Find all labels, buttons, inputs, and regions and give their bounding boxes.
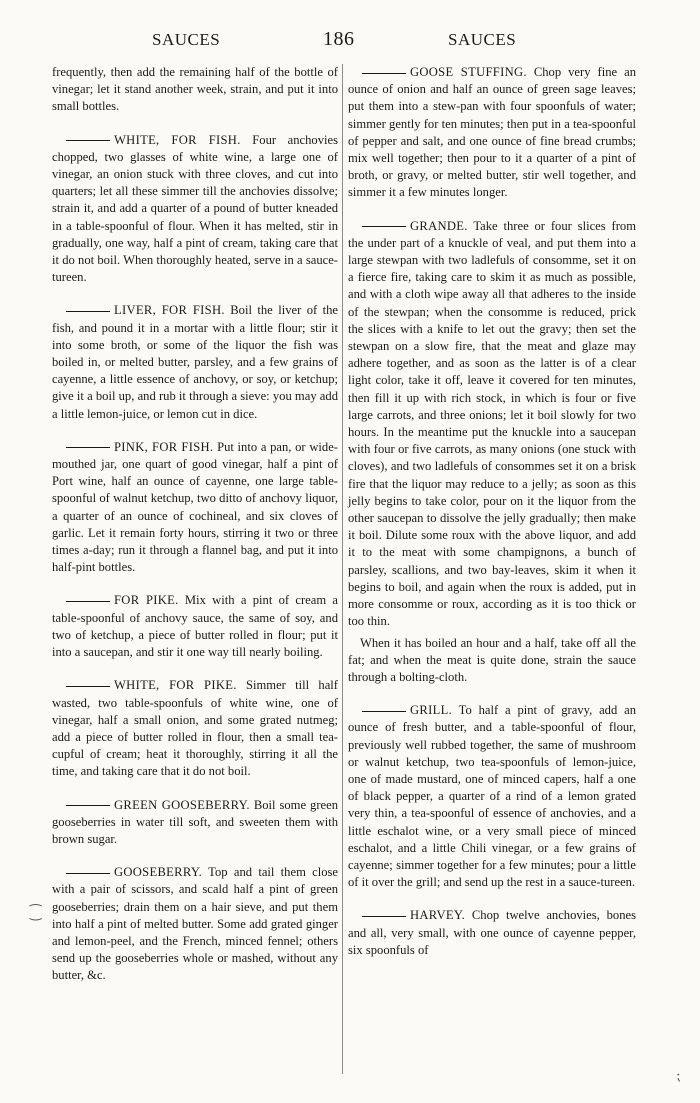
recipe-title: GRANDE. <box>410 218 468 233</box>
recipe-text: Boil the liver of the fish, and pound it in a mortar with a little flour; stir it into some broth, or some of the liquor the fish was boiled in, or melted butter, parsley, and a few grains of cayenne, a little essence of anchovy, or soy, or ketchup; give it a boil up, and rub it through a sieve: you may add a little lemon-juice, or lemon cut in dice. <box>52 303 339 421</box>
recipe-entry <box>52 677 338 780</box>
running-head-left: SAUCES <box>152 30 221 49</box>
title-dash <box>66 686 110 687</box>
recipe-entry <box>52 797 338 849</box>
recipe-entry <box>348 702 636 891</box>
title-dash <box>362 711 406 712</box>
recipe-text-continued: When it has boiled an hour and a half, take off all the fat; and when the meat is quite done, strain the sauce through a bolting-cloth. <box>348 635 636 684</box>
recipe-title: GRILL. <box>410 703 453 718</box>
right-column <box>348 64 636 975</box>
recipe-title: WHITE, FOR PIKE. <box>114 678 237 693</box>
recipe-entry <box>52 592 338 661</box>
recipe-text: Chop twelve anchovies, bones and all, very small, with one ounce of cayenne pepper, six spoonfuls of <box>348 908 636 957</box>
title-dash <box>66 873 110 874</box>
recipe-text: To half a pint of gravy, add an ounce of fresh butter, and a table-spoonful of flour, previously well rubbed together, the same of mushroom or walnut ketchup, two tea-spoonfuls of lemon-juice, one of made mustard, one of minced capers, half a one of black pepper, a quarter of a rind of a lemon grated very thin, a tea-spoonful of essence of anchovies, and a little eschalot wine, or a very small piece of minced eschalot, and a little Chili vinegar, or a few grains of cayenne; simmer together for a few minutes; pour a little of it over the grill; and send up the rest in a sauce-tureen. <box>348 703 636 890</box>
recipe-text: Put into a pan, or wide-mouthed jar, one quart of good vinegar, half a pint of Port wine, half an ounce of cayenne, one large table-spoonful of walnut ketchup, two ditto of anchovy liquor, a quarter of an ounce of cochineal, and six cloves of garlic. Let it remain forty hours, stirring it two or three times a-day; run it through a flannel bag, and put it into half-pint bottles. <box>52 439 338 575</box>
recipe-entry <box>52 439 338 577</box>
recipe-title: GOOSEBERRY. <box>114 865 203 880</box>
recipe-title: LIVER, FOR FISH. <box>114 303 225 318</box>
recipe-entry <box>52 302 338 422</box>
recipe-entry <box>348 64 636 202</box>
recipe-text: Boil some green gooseberries in water till soft, and sweeten them with brown sugar. <box>52 797 338 846</box>
recipe-text: Mix with a pint of cream a table-spoonful of anchovy sauce, the same of soy, and two of ketchup, a piece of butter rolled in flour; put it into a saucepan, and stir it one way till nearly boiling. <box>52 593 338 660</box>
title-dash <box>362 916 406 917</box>
title-dash <box>66 805 110 806</box>
recipe-text: Simmer till half wasted, two table-spoonfuls of white wine, one of vinegar, half a small onion, and some grated nutmeg; add a piece of butter rolled in flour, then a small tea-cupful of cream; heat it thoroughly, stirring it all the time, and taking care that it do not boil. <box>52 678 338 779</box>
recipe-text: frequently, then add the remaining half of the bottle of vinegar; let it stand another week, strain, and put it into small bottles. <box>52 65 338 114</box>
title-dash <box>362 73 406 74</box>
recipe-title: FOR PIKE. <box>114 593 179 608</box>
recipe-title: WHITE, FOR FISH. <box>114 132 241 147</box>
recipe-entry <box>348 218 636 686</box>
recipe-title: PINK, FOR FISH. <box>114 439 214 454</box>
title-dash <box>66 311 110 312</box>
title-dash <box>66 601 110 602</box>
recipe-text: Chop very fine an ounce of onion and half an ounce of green sage leaves; put them into a stew-pan with four spoonfuls of water; simmer gently for ten minutes; then put in a tea-spoonful of pepper and salt, and one ounce of fine bread crumbs; mix well together; then pour to it a quarter of a pint of broth, or gravy, or melted butter, stir well together, and simmer it a few minutes longer. <box>348 65 636 200</box>
recipe-entry <box>52 132 338 287</box>
margin-mark: ⁐ <box>30 906 42 921</box>
title-dash <box>66 140 110 141</box>
margin-mark: ⁏ <box>676 1069 681 1084</box>
running-head-right: SAUCES <box>448 30 517 49</box>
title-dash <box>362 226 406 227</box>
page-header <box>0 30 700 56</box>
recipe-title: GREEN GOOSEBERRY. <box>114 797 250 812</box>
recipe-entry <box>348 907 636 959</box>
title-dash <box>66 447 110 448</box>
left-column <box>52 64 338 1001</box>
page-number: 186 <box>323 28 355 50</box>
recipe-entry <box>52 864 338 984</box>
recipe-continuation <box>52 64 338 116</box>
recipe-title: GOOSE STUFFING. <box>410 65 527 79</box>
recipe-text: Four anchovies chopped, two glasses of white wine, a large one of vinegar, an onion stuck with three cloves, and cut into quarters; let all these simmer till the anchovies dissolve; strain it, and add a quarter of a pound of butter kneaded in a table-spoonful of flour. When it has melted, stir in gradually, one way, half a pint of cream, taking care that it do not boil. When thoroughly heated, serve in a sauce-tureen. <box>52 132 339 285</box>
recipe-text: Top and tail them close with a pair of scissors, and scald half a pint of green gooseberries; drain them on a hair sieve, and put them into half a pint of melted butter. Some add grated ginger and lemon-peel, and the French, minced fennel; others send up the gooseberries whole or mashed, without any butter, &c. <box>52 865 339 983</box>
recipe-text: Take three or four slices from the under part of a knuckle of veal, and put them into a large stewpan with two ladlefuls of consomme, set it on a fierce fire, taking care to skim it as much as possible, and with a cloth wipe away all that adheres to the inside of the stewpan; when the consomme is reduced, prick the slices with a knife to let out the gravy; then set the stewpan on a slow fire, that the meat and glaze may adhere together, and as soon as the latter is of a clear light color, take it off, leave it covered for ten minutes, then fill it up with rich stock, in which is four or five large carrots, and three onions; let it boil slowly for two hours. In the meantime put the knuckle into a saucepan with four or five carrots, as many onions (one stuck with cloves), and two ladlefuls of consommes set it on a brisk fire that the liquor may reduce to a jelly; as soon as this jelly begins to take color, pour on it the liquor from the other saucepan to dissolve the jelly gradually; then make it boil. Dilute some roux with the above liquor, and add it to the meat with some champignons, a bunch of parsley, scallions, and two bay-leaves, skim it when it begins to boil, and again when the roux is added, put in more consomme or roux, according as it is too thick or too thin. <box>348 218 636 629</box>
column-divider <box>342 64 343 1074</box>
recipe-title: HARVEY. <box>410 908 466 923</box>
